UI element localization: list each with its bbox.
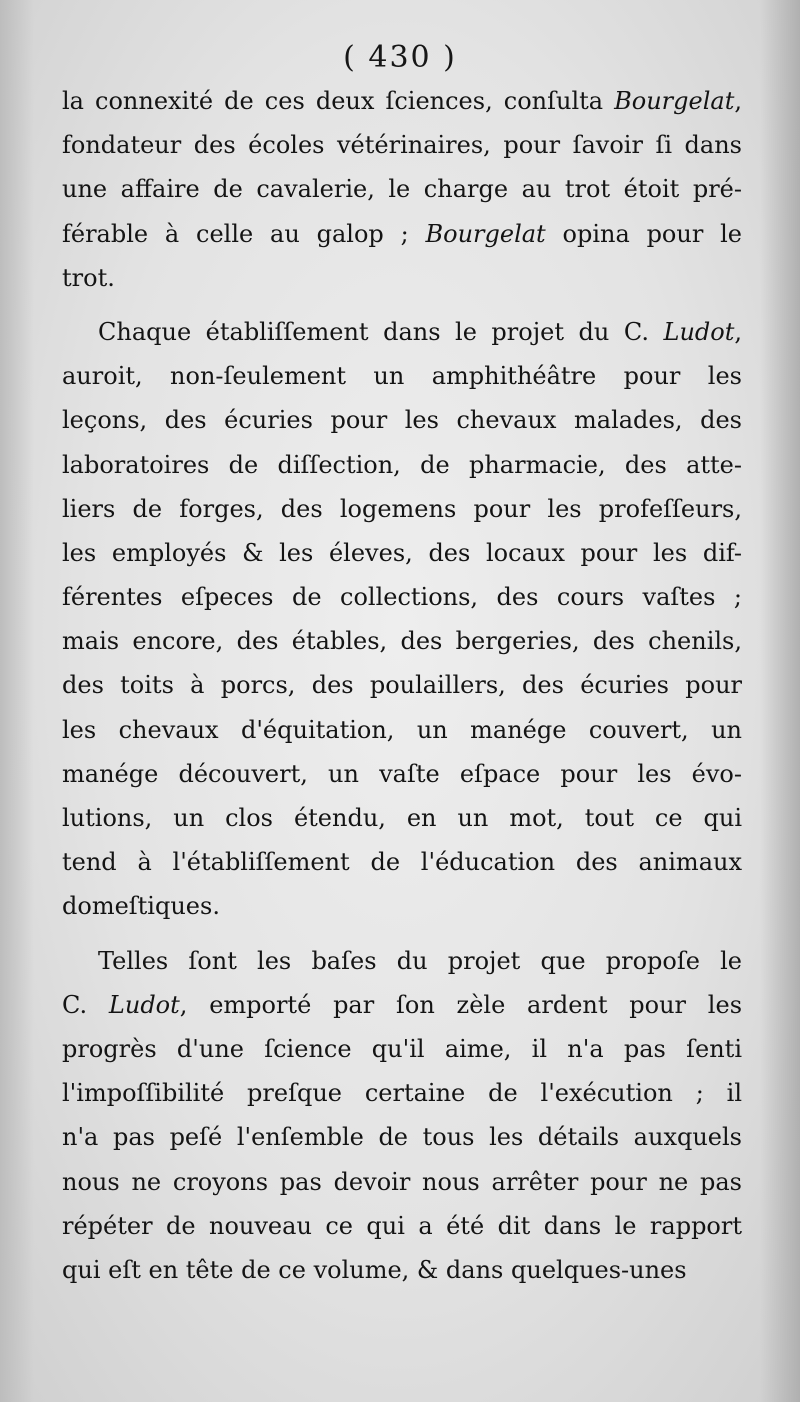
text-line [62,1027,742,1071]
text-run: auroit, non-ſeulement un amphithéâtre pour les [62,362,742,391]
text-run: n'a pas peſé l'enſemble de tous les détails auxquels [62,1123,742,1152]
text-line [62,884,742,928]
text-run: , [734,317,742,346]
text-line [62,796,742,840]
text-run: les chevaux d'équitation, un manége couvert, un [62,715,742,744]
text-run: qui eſt en tête de ce volume, & dans quelques-unes [62,1255,687,1284]
text-line [62,619,742,663]
italic-name: Ludot [663,317,735,346]
text-run: fondateur des écoles vétérinaires, pour ſavoir ſi dans [62,131,742,160]
text-run: les employés & les éleves, des locaux pour les dif- [62,538,742,567]
text-run: férable à celle au galop ; [62,219,426,248]
text-line [62,256,742,300]
text-line [62,310,742,354]
text-run: Chaque établiſſement dans le projet du C. [98,317,664,346]
text-line [62,167,742,211]
text-run: domeſtiques. [62,892,220,921]
text-run: des toits à porcs, des poulaillers, des écuries pour [62,671,742,700]
text-run: tend à l'établiſſement de l'éducation des animaux [62,848,742,877]
text-run: Telles ſont les baſes du projet que propoſe le [98,946,742,975]
text-run: manége découvert, un vaſte eſpace pour les évo- [62,759,742,788]
text-run: progrès d'une ſcience qu'il aime, il n'a pas ſenti [62,1034,742,1063]
text-line [62,1204,742,1248]
text-run: férentes eſpeces de collections, des cours vaſtes ; [62,583,742,612]
text-run: la connexité de ces deux ſciences, conſulta [62,87,615,115]
text-line [62,1248,742,1292]
text-run: opina pour le [545,219,742,248]
text-run: liers de forges, des logemens pour les profeſſeurs, [62,494,742,523]
text-run: C. [62,990,109,1019]
text-line [62,663,742,707]
paragraph-gap [62,929,742,939]
text-line [62,443,742,487]
text-run: l'impoſſibilité preſque certaine de l'exécution ; il [62,1079,742,1108]
text-line [62,1160,742,1204]
italic-name: Bourgelat [614,87,735,115]
text-line [62,983,742,1027]
page-number: ( 430 ) [343,40,457,75]
text-run: mais encore, des étables, des bergeries, des chenils, [62,627,742,656]
text-line [62,840,742,884]
text-line [62,575,742,619]
text-line [62,531,742,575]
text-run: trot. [62,263,115,292]
text-run: une affaire de cavalerie, le charge au trot étoit pré- [62,175,742,204]
text-run: leçons, des écuries pour les chevaux malades, des [62,406,742,435]
text-line [62,123,742,167]
italic-name: Ludot [108,990,180,1019]
text-run: laboratoires de diſſection, de pharmacie, des atte- [62,450,742,479]
text-line [62,708,742,752]
text-line [62,354,742,398]
text-line [62,752,742,796]
text-line [62,487,742,531]
text-run: , [734,87,742,115]
body-text [62,79,742,1292]
text-run: lutions, un clos étendu, en un mot, tout ce qui [62,804,742,832]
text-line [62,1115,742,1159]
text-run: répéter de nouveau ce qui a été dit dans le rapport [62,1211,742,1240]
text-line [62,1071,742,1115]
text-line [62,398,742,442]
text-run: , emporté par ſon zèle ardent pour les [179,990,742,1019]
text-line [62,939,742,983]
text-line [62,212,742,256]
paragraph-gap [62,300,742,310]
italic-name: Bourgelat [425,219,546,248]
text-line [62,79,742,123]
text-run: nous ne croyons pas devoir nous arrêter pour ne pas [62,1167,742,1196]
